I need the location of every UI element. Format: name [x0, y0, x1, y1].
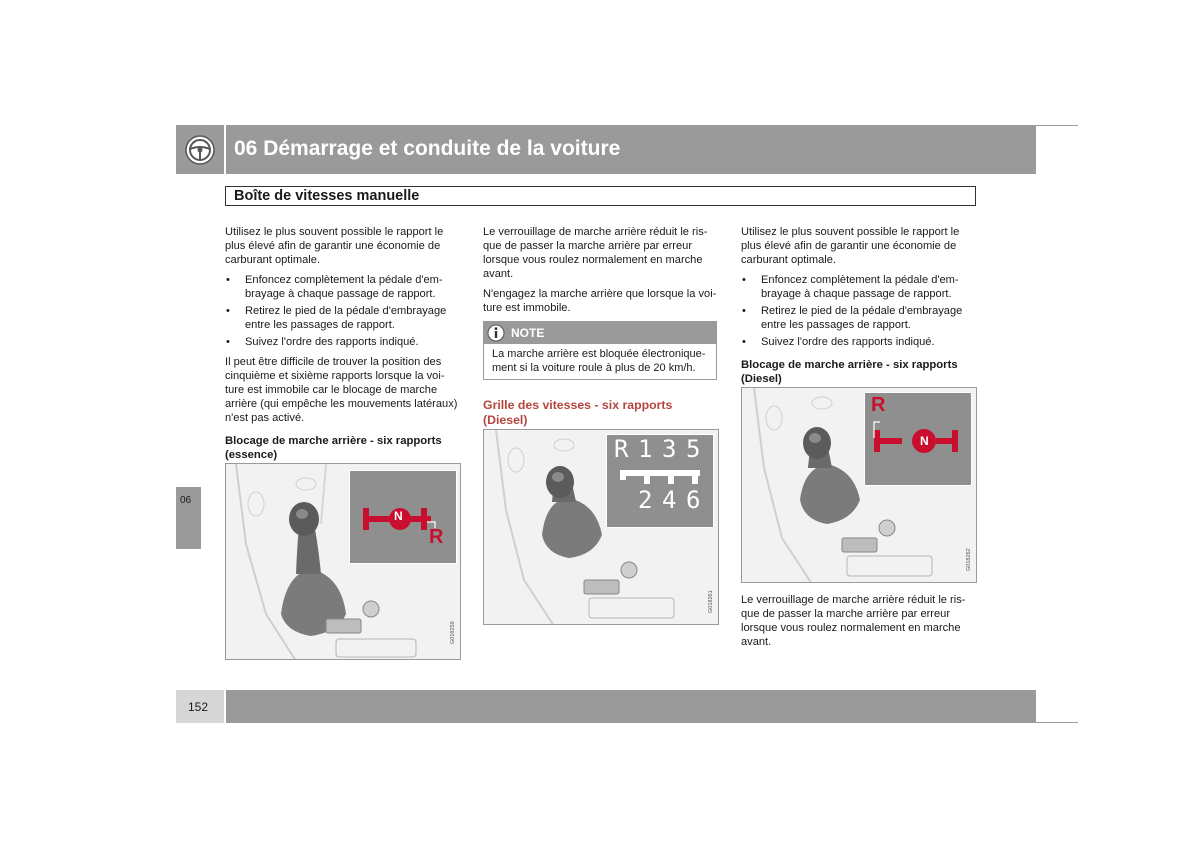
gear-label-1: 1 — [638, 435, 653, 463]
col1-paragraph: Il peut être difficile de trouver la position des cinquième et sixième rapports lorsque la voi-ture est immobile car le blocage de marche arrière (qui empêche les mouvements latéraux) n'est pas activé. — [225, 356, 458, 424]
gear-label-r: R — [614, 435, 629, 463]
header-rule — [1036, 125, 1078, 126]
bullet-icon: • — [226, 274, 230, 286]
diagram-label-r: R — [429, 526, 444, 548]
bullet-icon: • — [226, 305, 230, 317]
list-item: • Retirez le pied de la pédale d'embrayage entre les passages de rapport. — [226, 305, 447, 331]
col1-intro: Utilisez le plus souvent possible le rapport le plus élevé afin de garantir une économie de carburant optimale. — [225, 226, 444, 266]
note-box — [483, 321, 717, 380]
gear-label-5: 5 — [686, 435, 701, 463]
side-tab-label: 06 — [180, 495, 192, 506]
column-2 — [483, 225, 719, 625]
col3-paragraph: Le verrouillage de marche arrière réduit le ris-que de passer la marche arrière par erreur lorsque vous roulez normalement en marche avant. — [741, 594, 966, 648]
list-item: • Suivez l'ordre des rapports indiqué. — [742, 336, 935, 348]
col2-heading: Grille des vitesses - six rapports (Diesel) — [483, 398, 673, 427]
col1-bullet-list — [225, 273, 461, 349]
steering-wheel-icon — [184, 134, 216, 166]
bullet-icon: • — [226, 336, 230, 348]
gear-label-4: 4 — [662, 486, 677, 514]
figure-reverse-lock-petrol — [225, 463, 461, 660]
col2-paragraph-2: N'engagez la marche arrière que lorsque la voi-ture est immobile. — [483, 288, 717, 314]
note-label: NOTE — [511, 326, 545, 340]
bullet-icon: • — [742, 274, 746, 286]
list-item: • Enfoncez complètement la pédale d'em-brayage à chaque passage de rapport. — [742, 274, 959, 300]
chapter-title: 06 Démarrage et conduite de la voiture — [234, 137, 621, 160]
col3-heading: Blocage de marche arrière - six rapports (Diesel) — [741, 359, 958, 385]
column-3 — [741, 225, 977, 655]
col3-bullet-list — [741, 273, 977, 349]
diagram-label-r: R — [871, 394, 886, 416]
figure-code: G018261 — [708, 590, 714, 613]
col2-paragraph-1: Le verrouillage de marche arrière réduit le ris-que de passer la marche arrière par erreur lorsque vous roulez normalement en marche avant. — [483, 226, 708, 280]
note-header — [484, 322, 716, 344]
list-item: • Retirez le pied de la pédale d'embrayage entre les passages de rapport. — [742, 305, 963, 331]
figure-gear-pattern-diesel — [483, 429, 719, 625]
footer-rule — [1036, 722, 1078, 723]
section-title: Boîte de vitesses manuelle — [234, 188, 420, 204]
list-item: • Suivez l'ordre des rapports indiqué. — [226, 336, 419, 348]
reverse-lock-diagram — [349, 470, 457, 564]
chapter-icon-box — [176, 125, 224, 174]
figure-code: G018262 — [966, 548, 972, 571]
col3-intro: Utilisez le plus souvent possible le rapport le plus élevé afin de garantir une économie de carburant optimale. — [741, 226, 960, 266]
gear-label-3: 3 — [662, 435, 677, 463]
page-number-box — [176, 690, 224, 723]
figure-code: G018259 — [450, 621, 456, 644]
column-1 — [225, 225, 461, 660]
list-item: • Enfoncez complètement la pédale d'em-brayage à chaque passage de rapport. — [226, 274, 443, 300]
footer-bar — [226, 690, 1036, 723]
figure-reverse-lock-diesel — [741, 387, 977, 583]
chapter-header-bar — [226, 125, 1036, 174]
section-title-box — [225, 186, 976, 206]
col1-heading: Blocage de marche arrière - six rapports (essence) — [225, 435, 442, 461]
diagram-label-n: N — [394, 509, 403, 523]
info-icon — [487, 324, 505, 342]
page-number: 152 — [188, 700, 209, 714]
chapter-side-tab — [176, 487, 201, 549]
gear-label-6: 6 — [686, 486, 701, 514]
bullet-icon: • — [742, 336, 746, 348]
note-text: La marche arrière est bloquée électronique-ment si la voiture roule à plus de 20 km/h. — [492, 348, 706, 374]
diagram-label-n: N — [920, 434, 929, 448]
gear-label-2: 2 — [638, 486, 653, 514]
bullet-icon: • — [742, 305, 746, 317]
